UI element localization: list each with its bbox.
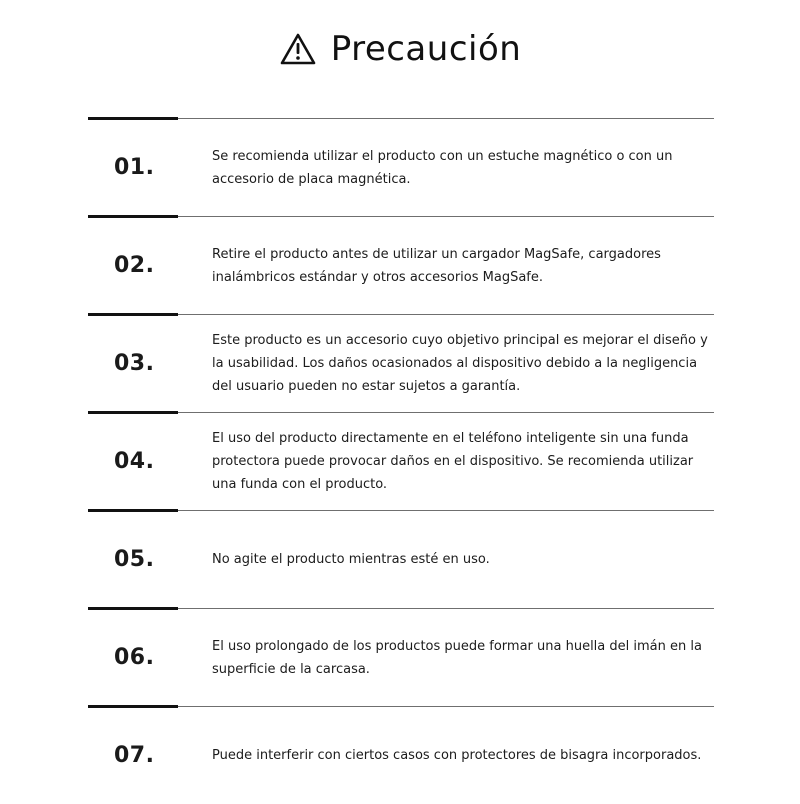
item-number: 04. — [114, 449, 155, 474]
item-text: Puede interferir con ciertos casos con protectores de bisagra incorporados. — [212, 748, 702, 763]
precaution-item-04 — [88, 412, 714, 510]
item-text: El uso del producto directamente en el teléfono inteligente sin una funda protectora puede provocar daños en el dispositivo. Se recomienda utilizar una funda con el producto. — [212, 431, 694, 492]
item-text: Retire el producto antes de utilizar un cargador MagSafe, cargadores inalámbricos estándar y otros accesorios MagSafe. — [212, 246, 661, 285]
item-text: Se recomienda utilizar el producto con un estuche magnético o con un accesorio de placa magnética. — [212, 148, 673, 187]
precaution-item-02 — [88, 216, 714, 314]
page-title: Precaución — [330, 29, 522, 69]
precaution-item-06 — [88, 608, 714, 706]
item-number: 05. — [114, 547, 155, 572]
warning-triangle-icon — [279, 32, 317, 66]
item-number: 01. — [114, 155, 155, 180]
page-header — [0, 22, 800, 76]
precaution-item-07 — [88, 706, 714, 804]
precaution-list — [88, 118, 714, 804]
precaution-item-01 — [88, 118, 714, 216]
item-number: 06. — [114, 645, 155, 670]
item-number: 02. — [114, 253, 155, 278]
precaution-item-05 — [88, 510, 714, 608]
precaution-item-03 — [88, 314, 714, 412]
item-text: El uso prolongado de los productos puede formar una huella del imán en la superficie de la carcasa. — [212, 638, 702, 677]
item-text: Este producto es un accesorio cuyo objetivo principal es mejorar el diseño y la usabilidad. Los daños ocasionados al dispositivo debido a la negligencia del usuario pueden no estar sujetos a garantía. — [212, 333, 708, 394]
item-number: 03. — [114, 351, 155, 376]
item-number: 07. — [114, 743, 155, 768]
item-text: No agite el producto mientras esté en uso. — [212, 552, 490, 567]
